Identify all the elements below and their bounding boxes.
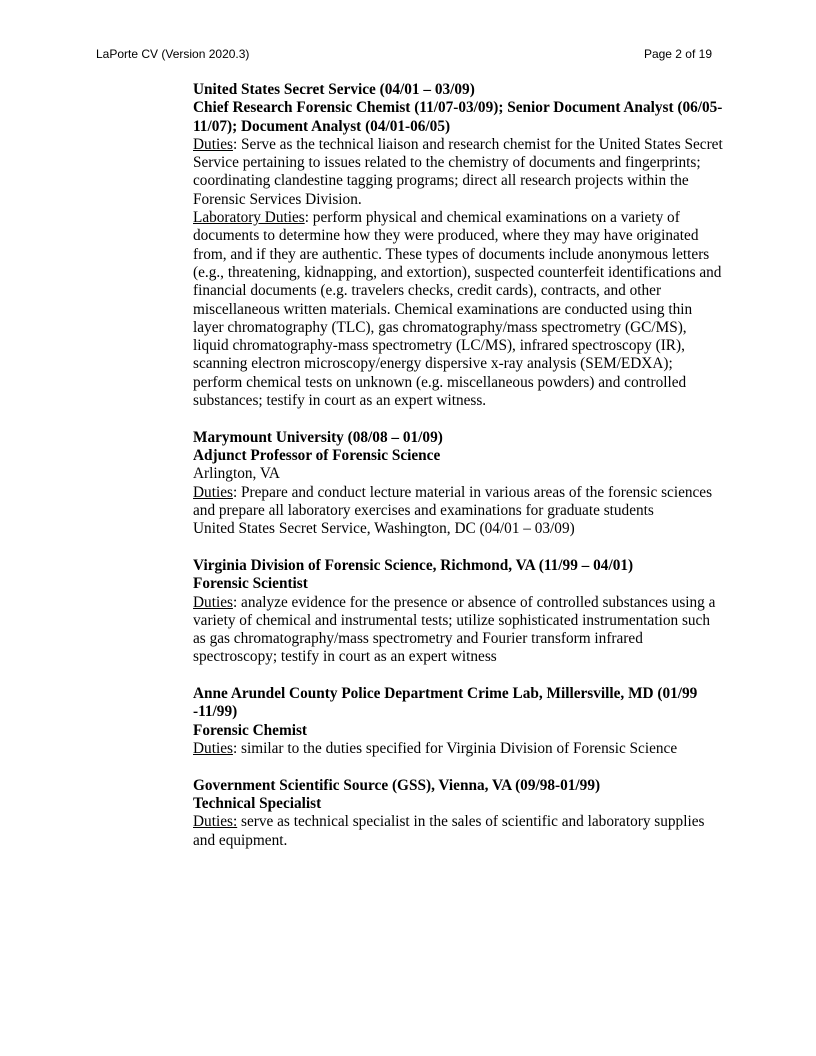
duties-text: serve as technical specialist in the sales of scientific and laboratory supplies and equipment. — [193, 813, 705, 849]
entry-organization: Anne Arundel County Police Department Crime Lab, Millersville, MD (01/99 -11/99) — [193, 685, 698, 721]
cv-content — [193, 81, 723, 868]
entry-role: Chief Research Forensic Chemist (11/07-03/09); Senior Document Analyst (06/05-11/07); Document Analyst (04/01-06/05) — [193, 99, 723, 135]
duties-label: Duties — [193, 135, 233, 153]
duties-text: : similar to the duties specified for Virginia Division of Forensic Science — [232, 739, 678, 757]
header-left: LaPorte CV (Version 2020.3) — [96, 47, 250, 61]
entry-virginia — [193, 557, 723, 667]
entry-role: Adjunct Professor of Forensic Science — [193, 447, 441, 465]
entry-extra: United States Secret Service, Washington, DC (04/01 – 03/09) — [193, 520, 575, 538]
entry-role: Forensic Scientist — [193, 575, 308, 593]
entry-anne-arundel — [193, 685, 723, 758]
duties-label: Duties — [193, 483, 233, 501]
entry-duties — [193, 740, 723, 758]
duties-text: : Serve as the technical liaison and research chemist for the United States Secret Service pertaining to issues related to the chemistry of documents and fingerprints; coordinating clandestine tagging programs; direct all research projects within the Forensic Services Division. — [193, 135, 723, 208]
entry-marymount — [193, 429, 723, 539]
duties-text: : Prepare and conduct lecture material in various areas of the forensic sciences and prepare all laboratory exercises and examinations for graduate students — [193, 483, 713, 519]
lab-duties-label: Laboratory Duties — [193, 209, 305, 227]
page-number: Page 2 of 19 — [643, 47, 712, 61]
entry-organization: Government Scientific Source (GSS), Vienna, VA (09/98-01/99) — [193, 776, 601, 794]
entry-secret-service — [193, 81, 723, 410]
duties-label: Duties — [193, 593, 233, 611]
entry-duties — [193, 136, 723, 209]
entry-duties — [193, 813, 723, 850]
entry-location: Arlington, VA — [193, 465, 280, 483]
entry-organization: Marymount University (08/08 – 01/09) — [193, 428, 443, 446]
lab-duties-text: : perform physical and chemical examinations on a variety of documents to determine how they were produced, where they may have originated from, and if they are authentic. These types of documents include anonymous letters (e.g., threatening, kidnapping, and extortion), suspected counterfeit identifications and financial documents (e.g. travelers checks, credit cards), contracts, and other miscellaneous written materials. Chemical examinations are conducted using thin layer chromatography (TLC), gas chromatography/mass spectrometry (GC/MS), liquid chromatography-mass spectrometry (LC/MS), infrared spectroscopy (IR), scanning electron microscopy/energy dispersive x-ray analysis (SEM/EDXA); perform chemical tests on unknown (e.g. miscellaneous powders) and controlled substances; testify in court as an expert witness. — [193, 209, 722, 410]
entry-organization: Virginia Division of Forensic Science, Richmond, VA (11/99 – 04/01) — [193, 556, 634, 574]
duties-text: : analyze evidence for the presence or absence of controlled substances using a variety of chemical and instrumental tests; utilize sophisticated instrumentation such as gas chromatography/mass spectrometry and Fourier transform infrared spectroscopy; testify in court as an expert witness — [193, 593, 716, 666]
entry-role: Forensic Chemist — [193, 721, 308, 739]
entry-organization: United States Secret Service (04/01 – 03/09) — [193, 81, 475, 98]
entry-role: Technical Specialist — [193, 794, 322, 812]
entry-duties — [193, 484, 723, 521]
entry-lab-duties — [193, 209, 723, 410]
duties-label: Duties: — [193, 813, 238, 831]
entry-gss — [193, 777, 723, 850]
duties-label: Duties — [193, 739, 233, 757]
entry-duties — [193, 594, 723, 667]
